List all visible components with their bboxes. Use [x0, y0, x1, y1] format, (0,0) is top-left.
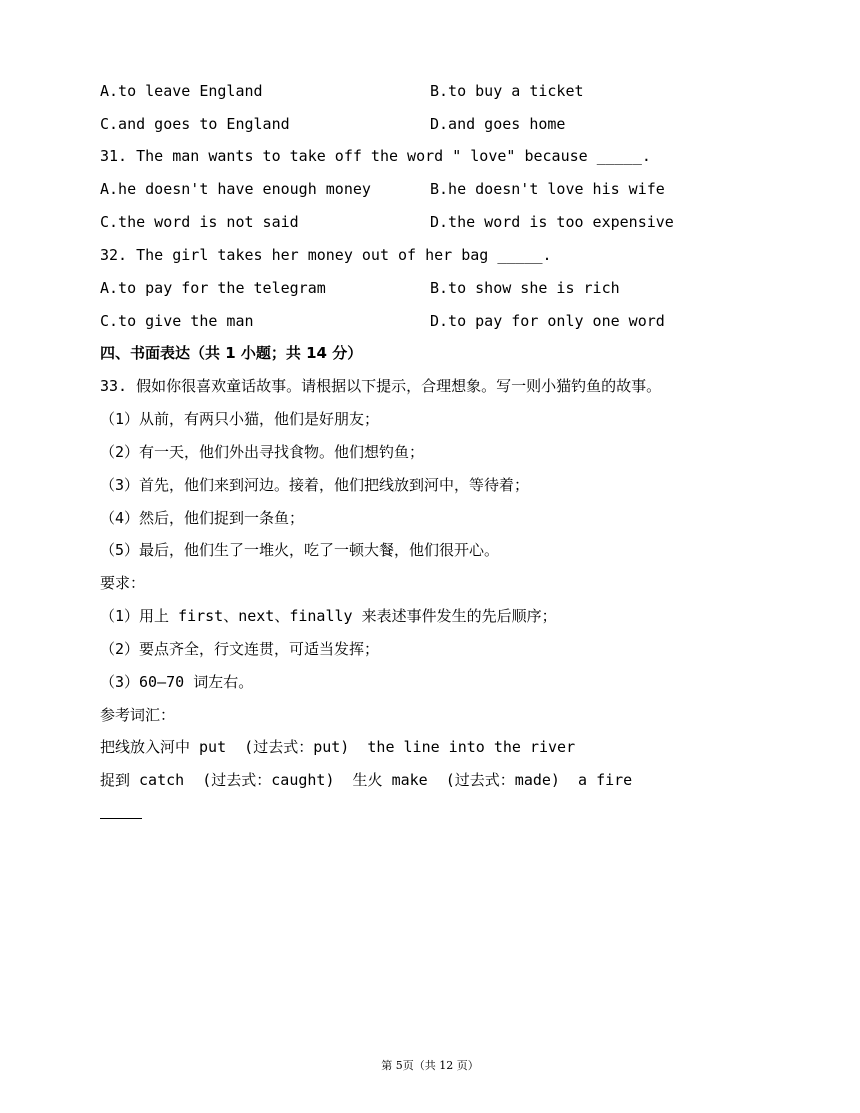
story-prompt: （1）从前，有两只小猫，他们是好朋友； — [100, 410, 380, 428]
q30-option-b: B.to buy a ticket — [430, 82, 584, 100]
requirement-item: （1）用上 first、next、finally 来表述事件发生的先后顺序； — [100, 607, 557, 625]
q31-option-b: B.he doesn't love his wife — [430, 180, 665, 198]
q32-stem: 32. The girl takes her money out of her bag _____. — [100, 246, 552, 264]
q30-option-a: A.to leave England — [100, 82, 263, 100]
q32-option-b: B.to show she is rich — [430, 279, 620, 297]
q31-option-a: A.he doesn't have enough money — [100, 180, 371, 198]
vocab-label: 参考词汇： — [100, 706, 176, 724]
q31-option-d: D.the word is too expensive — [430, 213, 674, 231]
requirements-label: 要求： — [100, 574, 146, 592]
q32-option-a: A.to pay for the telegram — [100, 279, 326, 297]
story-prompt: （2）有一天，他们外出寻找食物。他们想钓鱼； — [100, 443, 425, 461]
story-prompt: （4）然后，他们捉到一条鱼； — [100, 509, 305, 527]
page-footer: 第 5页（共 12 页） — [381, 1059, 479, 1072]
answer-blank[interactable] — [100, 818, 142, 819]
q33-intro: 33. 假如你很喜欢童话故事。请根据以下提示，合理想象。写一则小猫钓鱼的故事。 — [100, 377, 662, 395]
q32-option-d: D.to pay for only one word — [430, 312, 665, 330]
q30-option-d: D.and goes home — [430, 115, 566, 133]
q30-option-c: C.and goes to England — [100, 115, 290, 133]
story-prompt: （5）最后，他们生了一堆火，吃了一顿大餐，他们很开心。 — [100, 541, 500, 559]
q31-option-c: C.the word is not said — [100, 213, 299, 231]
vocab-item: 把线放入河中 put (过去式：put) the line into the river — [100, 738, 576, 756]
story-prompt: （3）首先，他们来到河边。接着，他们把线放到河中，等待着； — [100, 476, 530, 494]
requirement-item: （2）要点齐全，行文连贯，可适当发挥； — [100, 640, 380, 658]
q32-option-c: C.to give the man — [100, 312, 254, 330]
section-heading: 四、书面表达（共 1 小题；共 14 分） — [100, 344, 363, 362]
vocab-item: 捉到 catch (过去式：caught) 生火 make (过去式：made) a fire — [100, 771, 633, 789]
q31-stem: 31. The man wants to take off the word " love" because _____. — [100, 147, 651, 165]
requirement-item: （3）60—70 词左右。 — [100, 673, 254, 691]
